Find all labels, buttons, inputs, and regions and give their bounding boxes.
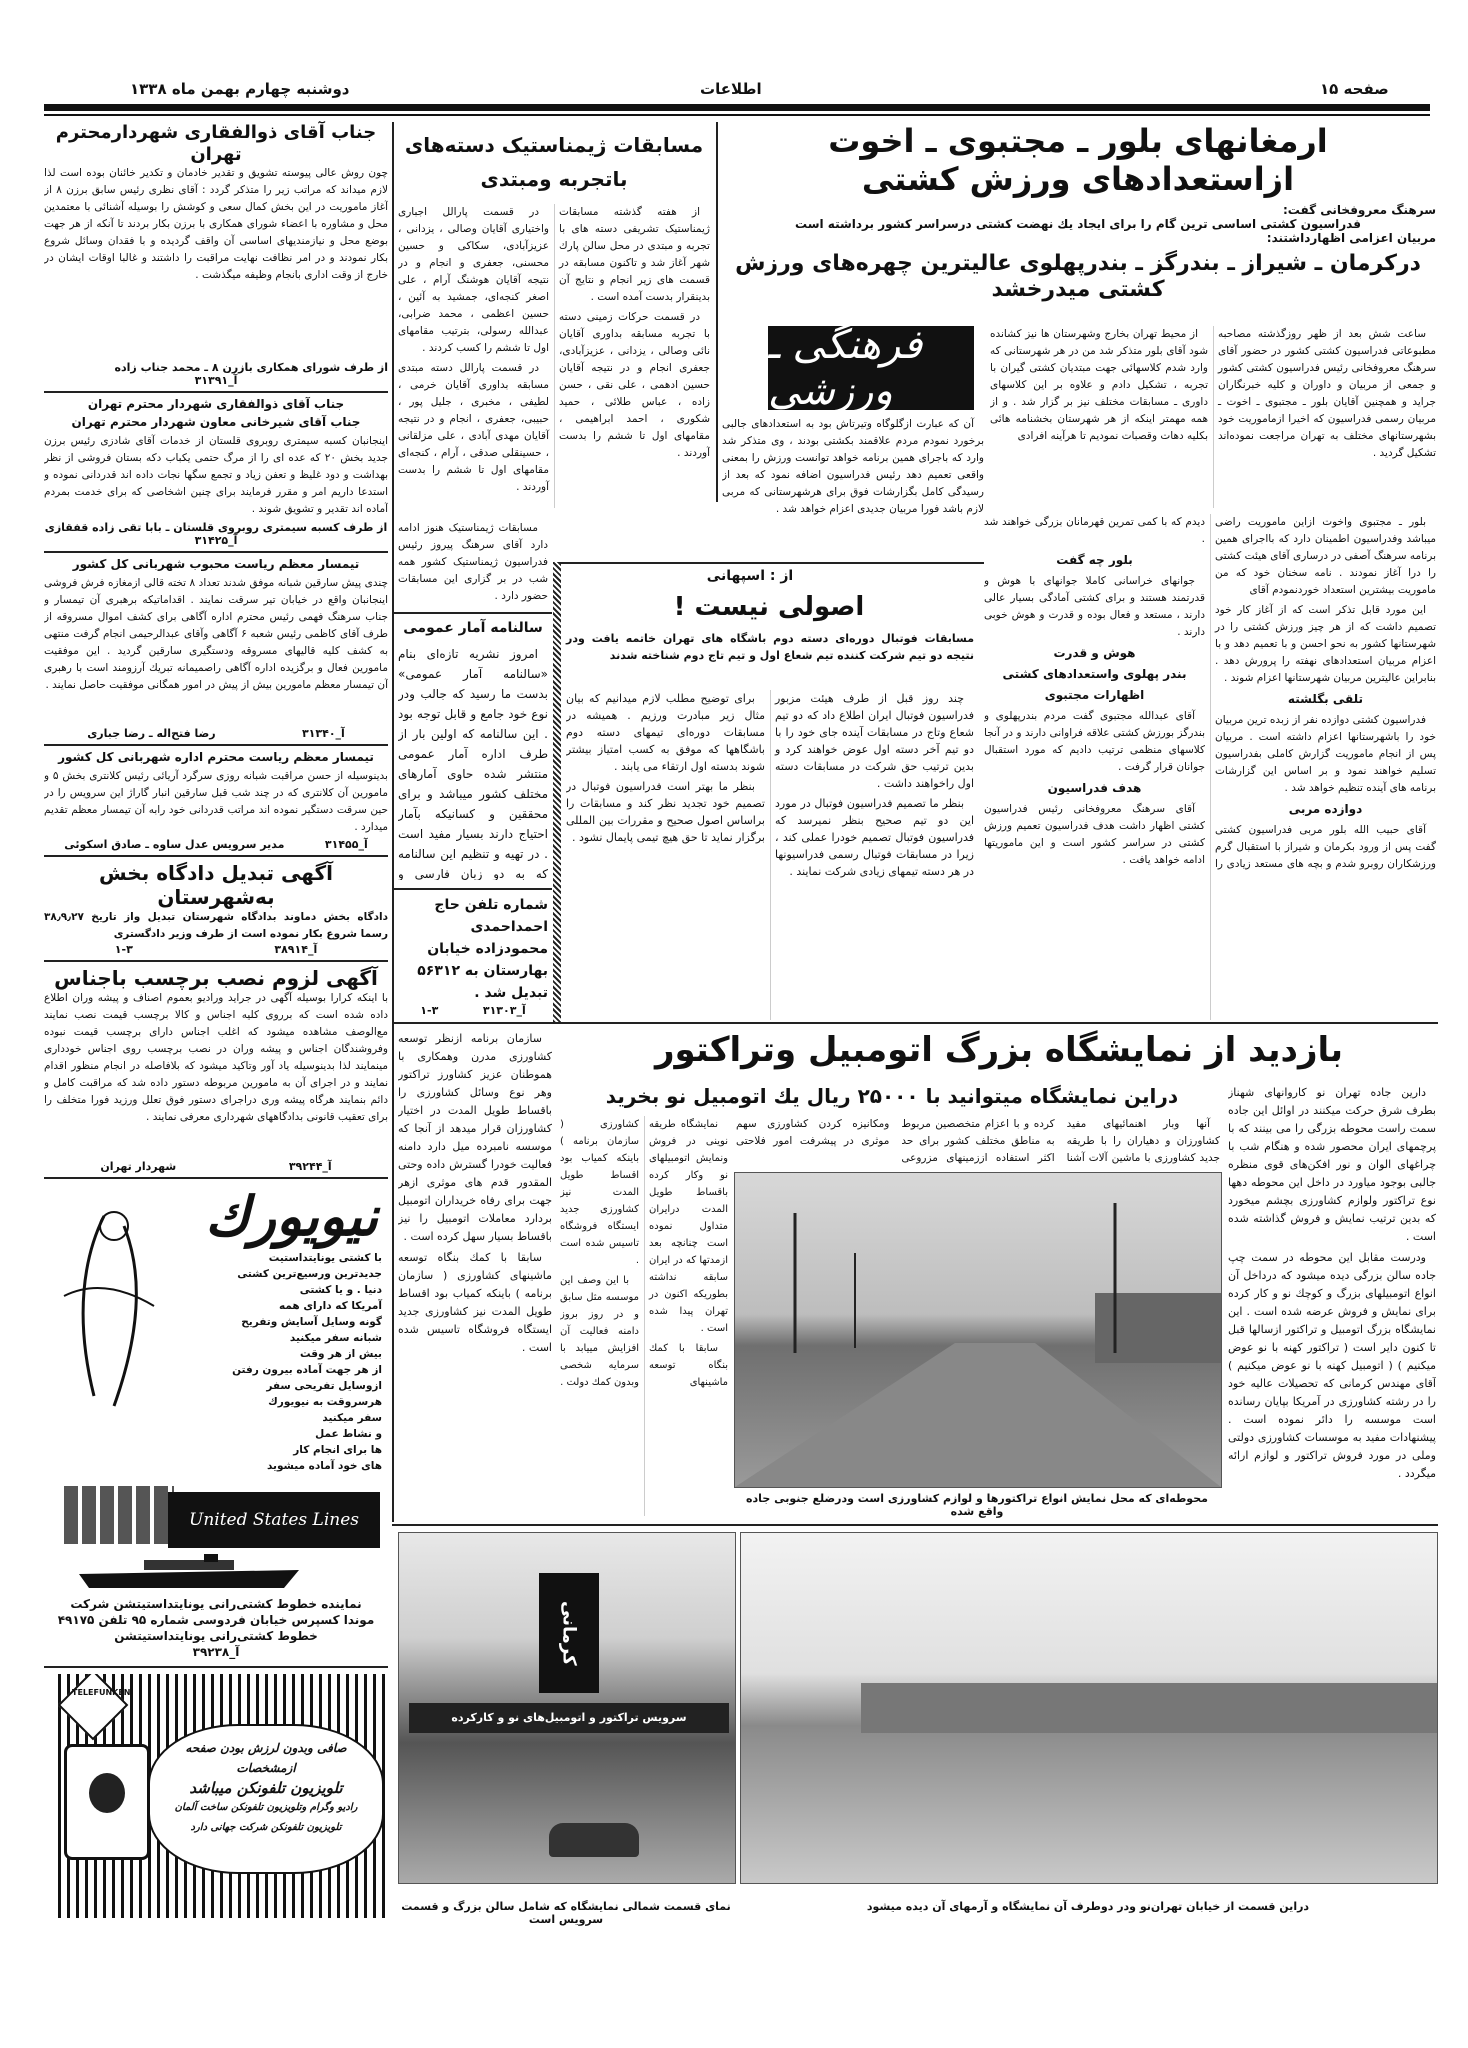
gymnastics-body	[398, 204, 710, 508]
subhead: تلقی بگلشته	[1287, 692, 1364, 706]
paragraph: برای توضیح مطلب لازم میدانیم که بیان مثال زیر مبادرت ورزیم . همیشه در مسابقات دوره‌ای تیمهای دسته دوم باشگاهها که موفق به کسب امتیاز بیشتر شوند بدسته اول ارتقاء می یابند .	[566, 692, 765, 773]
notice-title: آگهی لزوم نصب برچسب باجناس	[54, 966, 378, 991]
notice-title: تیمسار معظم ریاست محبوب شهربانی کل کشور	[72, 557, 360, 572]
column-divider	[716, 122, 718, 502]
divider	[44, 391, 388, 393]
paragraph: این مورد قابل تذکر است که از آغاز کار خود تصمیم داشت که از هر چیز ورزش کشتی را در شهرستانها کشور به نحو احسن و با تعمیم دهد و با اعزام مربیان استعدادهای نهفته را پرورش دهد . بنابراین عالیترین مربیان شهرستانها اعزام شوند .	[1215, 604, 1436, 684]
paragraph: بلور ـ مجتبوی واخوت ازاین ماموریت راضی میباشد وفدراسیون اطمینان دارد که بااجرای همین برنامه سرهنگ آصفی در درساری آقای هیئت کشتی را درا آغاز نمودند . نامه سخنان خود که من ماموریت بیشترین استعداد خوردنمودم آقای	[1215, 516, 1436, 596]
paragraph: سازمان برنامه ازنظر توسعه کشاورزی مدرن وهمکاری با هموطنان عزیز کشاورز تراکتور وهر نوع وسائل کشاورزی را باقساط طویل المدت در اختیار کشاورزان قرار میدهد از آنجا که موسسه نامبرده میل دارد دامنه فعالیت خودرا گسترش داده وحتی المقدور قدم های موثری ازهر جهت برای رفاه خریداران اتومبیل بردارد معاملات اتومبیل را نیز باقساط بسیار سهل کرده است .	[398, 1032, 552, 1243]
paragraph: آنها وبار اهنمائیهای مفید کشاورزان و دهیاران را با طریقه جدید کشاورزی با ماشین آلات آشنا کرده و با اعزام متخصصین مربوط به مناطق مختلف کشور برای حد اکثر استفاده اززمینهای مزروعی ومکانیزه کردن کشاورزی سهم موثری در پیشرفت امور فلاحتی	[736, 1118, 1220, 1164]
agri-column	[398, 1030, 552, 1520]
paragraph: ودرست مقابل این محوطه در سمت چپ جاده سالن بزرگی دیده میشود که درداخل آن انواع اتومبیلهای بزرگ و کوچك نو و کار کرده برای نمایش و فروش عرضه شده است . این نمایشگاه بزرگ اتومبیل و تراکتور ازسالها قبل تا کنون دایر است ( تراکتور کهنه با نو عوض میکنیم ) ( اتومبیل کهنه با نو عوض میکنیم ) آقای مهندس کرمانی که تحصیلات عالیه خود را در رشته کشاورزی در آمریکا بپایان رسانده است موسسه را دائر نموده است . پیشنهادات مفید به موسسات کشاورزی دولتی وملی در مورد فروش تراکتور و لوازم ارائه میگردد .	[1228, 1251, 1436, 1480]
football-byline: از : اسپهانی	[706, 568, 794, 584]
main-story	[720, 122, 1436, 304]
notice-title: جناب آقای شیرخانی معاون شهردار محترم تهران	[71, 415, 361, 430]
masthead-rule	[44, 104, 1430, 111]
divider	[44, 1177, 388, 1179]
kicker-2: مربیان اعزامی اظهارداشتند:	[1266, 230, 1436, 245]
divider	[560, 562, 984, 564]
statistics-body	[398, 644, 548, 880]
photo-caption: دراین قسمت از خیابان تهران‌نو ودر دوطرف آن نمایشگاه و آرمهای آن دیده میشود	[866, 1900, 1310, 1913]
paragraph: امروز نشریه تازه‌ای بنام «سالنامه آمار عمومی» بدست ما رسید که جالب ودر نوع خود جامع و قابل توجه بود . این سالنامه که اولین بار از طرف اداره آمار عمومی منتشر شده حاوی آمارهای مختلف کشور میباشد و برای محققین و کسانیکه بآمار احتیاج دارند بسیار مفید است . در تهیه و تنظیم این سالنامه که به دو زبان فارسی و	[398, 647, 548, 880]
agent-line: موندا کسپرس خیابان فردوسی شماره ۹۵ تلفن ۴۹۱۷۵	[57, 1613, 375, 1627]
paragraph: سابقا با کمك بنگاه توسعه ماشینهای کشاورزی ( سازمان برنامه ) باینکه کمیاب بود اقساط طویل المدت نیز کشاورزی جدید ایستگاه فروشگاه تاسیس شده است .	[560, 1119, 728, 1388]
notice-signature: مدیر سرویس عدل ساوه ـ صادق اسکوئی	[64, 838, 285, 852]
newspaper-name: اطلاعات	[700, 80, 762, 98]
road-scene-illustration	[735, 1173, 1221, 1487]
expo-body-right	[1228, 1084, 1436, 1520]
photo-caption: محوطه‌ای که محل نمایش انواع تراکتورها و لوازم کشاورزی است ودرضلع جنوبی جاده واقع شده	[746, 1492, 1208, 1518]
ad-title: نیویورك	[205, 1186, 378, 1248]
football-body	[566, 690, 974, 1020]
expo-body-left	[560, 1116, 728, 1516]
notice-footer	[44, 943, 388, 956]
notice-code	[44, 374, 388, 387]
ad-copy: صافی وبدون لرزش بودن صفحه ازمشخصات تلویزیون تلفونکن میباشد رادیو وگرام وتلویزیون تلفونکن ساخت آلمان تلویزیون تلفونکن شرکت جهانی دارد	[148, 1724, 384, 1874]
divider	[44, 744, 388, 746]
football-headline: اصولی نیست !	[673, 592, 865, 622]
ad-code: آ_۳۱۳۴۰	[301, 727, 345, 741]
divider	[392, 612, 552, 614]
ad-code: آ_۳۱۴۲۵	[194, 534, 238, 548]
paragraph: فدراسیون کشتی دوازده نفر از زبده ترین مربیان خود را باشهرستانها اعزام داشته است . مربیان پس از انجام ماموریت گزارش کاملی بفدراسیون تسلیم خواهند نمود و بر اساس این گزارشات برنامه های آینده تنظیم خواهد شد .	[1215, 714, 1436, 794]
section-divider	[392, 1022, 1438, 1024]
statistics-headline: سالنامه آمار عمومی	[403, 620, 543, 636]
divider	[44, 1666, 388, 1668]
paragraph: بنظر ما بهتر است فدراسیون فوتبال در تصمیم خود تجدید نظر کند و مسابقات را براساس اصول صحیح و مقررات بین المللی برگزار نماید تا حق هیچ تیمی پایمال نشود .	[566, 780, 765, 844]
column-divider	[392, 122, 394, 1522]
ornamental-divider	[553, 562, 561, 1022]
skyline-illustration	[64, 1486, 174, 1544]
ship-illustration	[74, 1552, 304, 1592]
paragraph: ساعت شش بعد از ظهر روزگذشته مصاحبه مطبوعاتی فدراسیون کشتی کشور در حضور آقای سرهنگ معروفخانی رئیس فدراسیون کشتی کشور و جمعی از مربیان و داوران و کلیه خبرنگاران جراید و همچنین آقایان بلور ـ مجتبوی ـ اخوت ـ مربیان رسمی فدراسیون که اخیرا ازماموریت خود بشهرستانهای مختلف به تهران مراجعت نموده‌اند تشکیل گردید .	[1218, 328, 1436, 459]
agent-line: خطوط کشتی‌رانی یونایتداستیتشن	[114, 1629, 318, 1643]
notice-signature: از طرف کسبه سیمتری روبروی قلستان ـ بابا تقی زاده قفقازی	[44, 521, 388, 535]
subhead: هدف فدراسیون	[1047, 781, 1142, 795]
issue-date: دوشنبه چهارم بهمن ماه ۱۳۳۸	[130, 80, 350, 98]
ad-code: آ_۳۱۳۰۳	[482, 1004, 526, 1017]
main-story-body-mid	[722, 416, 984, 556]
main-headline: ارمغانهای بلور ـ مجتبوی ـ اخوت ازاستعدادهای ورزش کشتی	[828, 122, 1328, 199]
notice-footer	[44, 838, 388, 851]
tractor-lot-photo	[734, 1172, 1222, 1488]
subhead: بندر پهلوی واستعدادهای کشتی	[1002, 667, 1187, 681]
notice-signature: رضا فتح‌اله ـ رضا جباری	[87, 727, 216, 741]
phone-notice-code	[398, 1004, 548, 1017]
notice-title: تیمسار معظم ریاست محترم اداره شهربانی کل کشور	[58, 750, 374, 765]
ad-code: آ_۳۹۲۳۸	[192, 1645, 240, 1659]
notice-title: جناب آقای ذوالفقاری شهردارمحترم تهران	[55, 122, 377, 165]
telefunken-logo: TELEFUNKEN	[72, 1688, 131, 1697]
notice-footer	[44, 1160, 388, 1173]
gymnastics-headline: مسابقات ژیمناستیک دسته‌های باتجربه ومبتدی	[404, 133, 704, 191]
subhead: بلور چه گفت	[1056, 553, 1133, 567]
ad-count: ۱-۳	[420, 1004, 439, 1017]
notice-body: چندی پیش سارقین شبانه موفق شدند تعداد ۸ تخته قالی ازمغازه فرش فروشی اینجانبان واقع در خیابان تیر سرقت نمایند . اقداماتیکه برهبری آن تیمسار و جناب سرهنگ فهمی رئیس محترم اداره آگاهی برای کشف اموال مسروقه از طرف آقای کاظمی رئیس شعبه ۶ آگاهی وآقای عبدالرحیمی انجام گرفت منتهی به کشف کلیه قالیهای مسروقه ودستگیری سارقین گردید . این موفقیت مامورین فعال و برگزیده اداره آگاهی راصمیمانه تبریك آرزومند است با رهبری آن تیمسار معظم مامورین بیش از پیش در امور همگانی موفقیت حاصل نمایند .	[44, 577, 388, 692]
paragraph: از محیط تهران بخارج وشهرستان ها نیز کشانده شود آقای بلور متذکر شد من در هر شهرستانی که وارد شدم کلاسهائی جهت مبتدیان کشتی گیران با تجربه ، تشکیل دادم و علاوه بر این کلاسهای داوری ـ مسابقات مختلف نیز بر گزار شد . و از همه مهمتر اینکه از هر شهرستان بخشنامه هائی بکلیه دهات وقصبات نمودیم تا هرآینه افرادی	[990, 328, 1208, 442]
paragraph: چند روز قبل از طرف هیئت مزبور فدراسیون فوتبال ایران اطلاع داد که دو تیم شعاع وتاج در مسابقات آینده جای خود را با دو تیم آخر دسته اول عوض خواهند کرد و بدین ترتیب حق شرکت در مسابقات دسته اول راخواهند داشت .	[775, 692, 974, 790]
paragraph: جوانهای خراسانی کاملا جوانهای با هوش و قدرتمند هستند و برای کشتی آمادگی بسیار عالی دارند ، مستعد و فعال بوده و قدرت و هوش خوبی دارند .	[984, 575, 1205, 638]
paragraph: از هفته گذشته مسابقات ژیمناستیک تشریفی دسته های با تجربه و مبتدی در محل سالن پارك شهر آغاز شد و تاکنون مسابقه در قسمت های زیر انجام و نتایج آن بدینقرار بدست آمده است .	[559, 206, 710, 303]
notice-signature: از طرف شورای همکاری بازرن ۸ ـ محمد جناب زاده	[114, 361, 388, 375]
ad-code: آ_۳۱۴۵۵	[324, 838, 368, 852]
paragraph: سابقا با کمك بنگاه توسعه ماشینهای کشاورزی ( سازمان برنامه ) باینکه کمیاب بود اقساط طویل المدت نیز کشاورزی جدید ایستگاه فروشگاه تاسیس شده است .	[398, 1251, 552, 1354]
united-states-lines-logo: United States Lines	[168, 1492, 380, 1548]
notice-body: اینجانبان کسبه سیمتری روبروی قلستان از خدمات آقای شادزی رئیس برزن جدید بخش ۲۰ که عده ای را از مرگ حتمی یکباب دکه بستان فروشی از نظر بهداشت و دود غلیظ و تعفن زیاد و تجمع سگها نجات داده اند قدردانی نموده و استدعا داریم امر و مقرر فرمایند برای چنین اشخاصی که برای خدمت بمردم آماده اند تقدیر و تشویق شوند .	[44, 435, 388, 516]
notice-signature: شهردار تهران	[100, 1160, 177, 1174]
left-column	[44, 122, 388, 1183]
notice-body: دادگاه بخش دماوند بدادگاه شهرستان تبدیل واز تاریخ ۳۸٫۹٫۲۷ رسما شروع بکار نموده است از طرف وزیر دادگستری	[44, 911, 388, 941]
ad-count: ۱-۳	[114, 943, 133, 957]
paragraph: نمایشگاه طریقه نوینی در فروش ونمایش اتومبیلهای نو وکار کرده باقساط طویل المدت درایران متداول نموده است چنانچه بعد ازمدتها که در ایران سابقه نداشته بطوریکه اکنون در تهران پیدا شده است .	[649, 1119, 728, 1334]
deck: فدراسیون کشتی اساسی ترین گام را برای ایجاد یك نهضت کشتی درسراسر کشور برداشته است	[795, 216, 1361, 231]
subhead: دوازده مربی	[1288, 802, 1363, 816]
notice-body: بدینوسیله از حسن مراقبت شبانه روزی سرگرد آریائی رئیس کلانتری بخش ۵ و مامورین آن کلانتری که در چند شب قبل سارقین انبار گاراژ این سرویس را در حین سرقت دستگیر نموده اند مراتب قدردانی خود رابه آن تیمسار معظم تقدیم میدارد .	[44, 770, 388, 834]
paragraph: بنظر ما تصمیم فدراسیون فوتبال در مورد این دو تیم صحیح بنظر نمیرسد که فدراسیون فوتبال تصمیم خودرا عملی کند ، زیرا در مسابقات فوتبال رسمی فدراسیونها در هر دسته تیمهای زیادی شرکت نمایند .	[775, 797, 974, 878]
car	[549, 1823, 639, 1857]
section-divider	[392, 1524, 1438, 1526]
notice-title: جناب آقای ذوالفقاری شهردار محترم تهران	[87, 397, 345, 412]
shop-sign: کرمانی	[539, 1573, 599, 1693]
phone-notice: شماره تلفن حاج احمداحمدی محمودزاده خیابان بهارستان به ۵۶۳۱۲ تبدیل شد .	[417, 897, 548, 1001]
secondary-headline: درکرمان ـ شیراز ـ بندرگز ـ بندرپهلوی عالیترین چهره‌های ورزش کشتی میدرخشد	[735, 250, 1421, 303]
notice-code	[44, 534, 388, 547]
paragraph: آقای سرهنگ معروفخانی رئیس فدراسیون کشتی اظهار داشت هدف فدراسیون تعمیم ورزش کشتی در سراسر کشور است و این ماموریتها ادامه خواهد یافت .	[984, 803, 1205, 866]
gymnastics-body-cont	[398, 520, 548, 606]
notice-body: چون روش عالی پیوسته تشویق و تقدیر خادمان و تکدیر خائنان بوده است لذا لازم میداند که مراتب زیر را متذکر گردد : آقای نظری رئیس سابق برزن ۸ از آغاز ماموریت در این بخش کمال سعی و کوشش را بوسیله آشنائی با معتمدین محل و مشاوره با اعضاء شورای همکاری با برزن بکار بردند تا آنکه از هر جهت بوضع محل و نیازمندیهای اساسی آن واقف گردیده و با فقدان وسائل شروع بکار نمودند و در امر نظافت نهایت مراقبت را داشتند و غالبا اوقات ایشان در خارج از وقت اداری بانجام وظیفه میگذشت .	[44, 167, 388, 282]
divider	[44, 960, 388, 962]
paragraph: با این وصف این موسسه مثل سابق و در روز بروز دامنه فعالیت آن افزایش مییابد با سرمایه شخصی وبدون کمك دولت .	[560, 1275, 639, 1388]
paragraph: مسابقات ژیمناستیک هنوز ادامه دارد آقای سرهنگ پیروز رئیس فدراسیون ژیمناستیک کشور همه شب در بر گزاری این مسابقات حضور دارد .	[398, 522, 548, 602]
paragraph: در قسمت پارالل دسته مبتدی مسابقه بداوری آقایان خرمی ، لطیفی ، مخبری ، جلیل پور ، حبیبی، جعفری ، انجام و در نتیجه آقایان مهدی آبادی ، علی مزلقانی ، حسینقلی صدقی ، آرام ، کنجه‌ای مقامهای اول تا ششم را بدست آوردند .	[398, 362, 549, 493]
ad-agent-info	[44, 1596, 388, 1660]
telefunken-ad	[58, 1674, 388, 1918]
dancing-couple-illustration	[44, 1196, 174, 1416]
football-deck: مسابقات فوتبال دوره‌ای دسته دوم باشگاه های تهران خاتمه یافت ودر نتیجه دو تیم شرکت کننده تیم شعاع اول و تیم تاج دوم شناخته شدند	[566, 632, 974, 662]
subhead: اظهارات مجتبوی	[1044, 688, 1145, 702]
kicker: سرهنگ معروفخانی گفت:	[1282, 202, 1436, 217]
expo-intro	[736, 1116, 1220, 1168]
divider	[392, 888, 552, 890]
section-logo: فرهنگی ـ ورزشی	[768, 326, 974, 410]
ad-code: آ_۳۹۲۴۴	[288, 1160, 332, 1174]
subhead: هوش و قدرت	[1053, 646, 1136, 660]
ad-copy: با کشتی یونایتداستیت جدیدترین ورسیع‌ترین کشتی دنیا . و یا کشتی آمریکا که دارای همه گونه وسایل آسایش وتفریح شبانه سفر میکنید بیش از هر وقت از هر جهت آماده بیرون رفتن ازوسایل تفریحی سفر هرسروقت به نیویورك سفر میکنید و نشاط عمل ها برای انجام کار های خود آماده میشوید	[232, 1252, 382, 1472]
shop-banner: سرویس تراکتور و اتومبیل‌های نو و کارکرده	[409, 1703, 729, 1733]
photo-caption: نمای قسمت شمالی نمایشگاه که شامل سالن بزرگ و قسمت سرویس است	[401, 1900, 731, 1926]
paragraph: آقای حبیب الله بلور مربی فدراسیون کشتی گفت پس از ورود بکرمان و شیراز با استقبال گرم ورزشکاران روبرو شدم و بچه های مستعد زیادی را دیدم که با کمی تمرین قهرمانان بزرگی خواهند شد .	[984, 516, 1436, 870]
expo-headline: بازدید از نمایشگاه بزرگ اتومبیل وتراکتور	[654, 1030, 1344, 1070]
notice-body: با اینکه کرارا بوسیله آگهی در جراید ورادیو بعموم اصناف و پیشه وران اطلاع داده شده است که برروی کلیه اجناس و کالا برچسب قیمت نصب نمایند مع‌الوصف مشاهده میشود که اغلب اجناس دارای برچسب قیمت نبوده وفروشندگان اجناس و پیشه وران در نصب برچسب روی اجناس خودداری مینمایند لذا بدینوسیله یاد آور وتاکید میشود که بلافاصله در انجام منظور اقدام نمایند و در اجرای آن به مامورین مربوطه دستور داده شد که مراقبت کامل و دائم بنمایند هرگاه پیشه وری دراجرای دستور فوق تعلل ورزید فورا متخلف را برای تعقیب قانونی بدادگاههای شهرداری معرفی نمایند .	[44, 992, 388, 1124]
main-story-body-top	[990, 326, 1436, 508]
notice-footer	[44, 727, 388, 740]
masthead-rule-thin	[44, 114, 1430, 116]
buildings	[861, 1683, 1437, 1733]
ad-code: آ_۳۱۳۹۱	[194, 374, 238, 388]
page-number: صفحه ۱۵	[1320, 80, 1389, 98]
notice-title: آگهی تبدیل دادگاه بخش به‌شهرستان	[99, 861, 333, 910]
paragraph: دارین جاده تهران نو کاروانهای شهناز بطرف شرق حرکت میکنند در اوائل این جاده سمت راست محوطه بزرگی را می بینند که با پرچمهای ایران محصور شده و هنگام شب با چراغهای الوان و نور افکن‌های قوی منظره جالبی بوجود میاورد در داخل این محوطه دهها نوع تراکتور ولوازم کشاورزی بچشم میخورد که بدین ترتیب نمایش و فروش گذاشته شده است .	[1228, 1086, 1436, 1243]
divider	[44, 855, 388, 857]
expo-subheadline: دراین نمایشگاه میتوانید با ۲۵۰۰۰ ریال یك اتومبیل نو بخرید	[605, 1084, 1179, 1108]
showroom-photo	[398, 1532, 736, 1884]
paragraph: در قسمت حرکات زمینی دسته با تجربه مسابقه بداوری آقایان نائی وصالی ، یزدانی ، عزیزآبادی، جعفری انجام و در نتیجه آقایان حسین ادهمی ، علی نقی ، حسن زاده ، عباس طلائی ، حمید شکوری ، احمد ابراهیمی ، مقامهای اول تا ششم را بدست آوردند .	[559, 311, 710, 459]
agent-line: نماینده خطوط کشتی‌رانی یونایتداستیتشن شرکت	[70, 1597, 362, 1611]
television-illustration	[64, 1744, 150, 1860]
ad-code: آ_۳۸۹۱۴	[274, 943, 318, 957]
divider	[44, 551, 388, 553]
paragraph: در قسمت پارالل اجباری واختیاری آقایان وصالی ، یزدانی ، عزیزآبادی، سکاکی و حسین محسنی، جعفری و انجام و در نتیجه آقایان هوشنگ آرام ، علی اصغر کنجه‌ای، جمشید به آئین ، حسین اعظمی ، محمد ضرابی، عبدالله رسولی، بترتیب مقامهای اول تا ششم را کسب کردند .	[398, 206, 549, 354]
paragraph: آن که عبارت ازگلوگاه وتیرتاش بود به استعدادهای جالبی برخورد نمودم مردم علاقمند بکشتی بودند ، وی متذکر شد وارد که باجرای همین برنامه خواهد توانست ورزش را بمعنی واقعی تعمیم دهد رئیس فدراسیون اضافه نمود که بعد از رسیدگی کامل بگزارشات فوق برای هرشهرستانی که مربی لازم باشد فورا مربیان جدیدی اعزام خواهد شد .	[722, 418, 984, 515]
main-story-body-lower	[984, 514, 1436, 1020]
street-photo	[740, 1532, 1438, 1884]
paragraph: آقای عبدالله مجتبوی گفت مردم بندرپهلوی و بندرگز بورزش کشتی علاقه فراوانی دارند و در آنجا کلاسهای منظمی ترتیب دادیم که مورد استقبال جوانان قرار گرفت .	[984, 710, 1205, 773]
